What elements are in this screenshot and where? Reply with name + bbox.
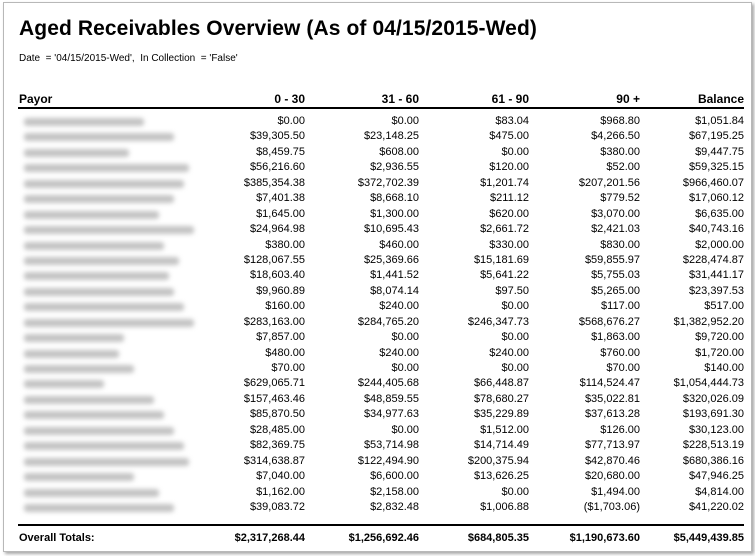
cell-31-60: $2,936.55	[370, 161, 419, 174]
report-filter-text: Date = '04/15/2015-Wed', In Collection = 'False'	[19, 53, 238, 64]
cell-balance: $966,460.07	[682, 176, 744, 189]
cell-0-30: $1,645.00	[256, 207, 305, 220]
cell-90-plus: $5,265.00	[591, 284, 640, 297]
cell-90-plus: $830.00	[600, 238, 640, 251]
table-row	[18, 176, 744, 191]
cell-90-plus: $568,676.27	[578, 315, 640, 328]
cell-0-30: $85,870.50	[249, 408, 305, 421]
cell-0-30: $82,369.75	[249, 439, 305, 452]
cell-balance: $1,051.84	[695, 115, 744, 127]
totals-row	[18, 524, 744, 546]
redacted-payor-name	[24, 504, 174, 512]
table-header	[18, 92, 744, 109]
redacted-payor-name	[24, 365, 134, 373]
cell-61-90: $0.00	[501, 485, 529, 498]
table-row	[18, 222, 744, 237]
cell-90-plus: $70.00	[606, 362, 640, 374]
cell-balance: $59,325.15	[688, 161, 744, 174]
table-row	[18, 346, 744, 361]
cell-balance: $40,743.16	[688, 223, 744, 236]
cell-balance: $2,000.00	[695, 238, 744, 251]
table-row	[18, 423, 744, 438]
redacted-payor-name	[24, 350, 119, 358]
table-row	[18, 485, 744, 500]
table-row	[18, 268, 744, 283]
total-90-plus: $1,190,673.60	[569, 532, 640, 544]
column-header-31-60: 31 - 60	[381, 92, 419, 106]
redacted-payor-name	[24, 334, 124, 342]
cell-balance: $228,474.87	[682, 253, 744, 266]
cell-90-plus: $1,863.00	[591, 331, 640, 344]
cell-balance: $517.00	[704, 300, 744, 313]
cell-61-90: $475.00	[489, 130, 529, 143]
column-header-payor: Payor	[19, 92, 53, 106]
cell-61-90: $211.12	[490, 192, 529, 205]
cell-31-60: $8,668.10	[370, 192, 419, 205]
cell-90-plus: $35,022.81	[584, 392, 640, 405]
cell-0-30: $629,065.71	[243, 377, 305, 390]
cell-0-30: $9,960.89	[256, 284, 305, 297]
cell-0-30: $283,163.00	[243, 315, 305, 328]
cell-61-90: $13,626.25	[473, 470, 529, 483]
cell-31-60: $53,714.98	[363, 439, 419, 452]
cell-31-60: $8,074.14	[370, 284, 419, 297]
cell-0-30: $7,040.00	[256, 470, 305, 483]
cell-90-plus: $4,266.50	[591, 130, 640, 143]
cell-31-60: $34,977.63	[363, 408, 419, 421]
cell-31-60: $240.00	[379, 300, 419, 313]
table-row	[18, 191, 744, 206]
cell-61-90: $35,229.89	[473, 408, 529, 421]
redacted-payor-name	[24, 180, 184, 188]
cell-61-90: $0.00	[501, 331, 529, 344]
table-row	[18, 407, 744, 422]
table-row	[18, 454, 744, 469]
cell-61-90: $200,375.94	[467, 454, 529, 467]
cell-90-plus: $52.00	[606, 161, 640, 174]
redacted-payor-name	[24, 226, 194, 234]
cell-balance: $23,397.53	[688, 284, 744, 297]
cell-0-30: $56,216.60	[249, 161, 305, 174]
cell-0-30: $1,162.00	[256, 485, 305, 498]
cell-0-30: $39,305.50	[249, 130, 305, 143]
cell-31-60: $25,369.66	[363, 253, 419, 266]
cell-balance: $4,814.00	[695, 485, 744, 498]
cell-31-60: $0.00	[391, 423, 419, 436]
cell-61-90: $66,448.87	[473, 377, 529, 390]
cell-balance: $6,635.00	[695, 207, 744, 220]
redacted-payor-name	[24, 319, 194, 327]
cell-90-plus: $126.00	[600, 423, 640, 436]
cell-31-60: $0.00	[391, 331, 419, 344]
redacted-payor-name	[24, 118, 144, 126]
cell-balance: $1,382,952.20	[673, 315, 744, 328]
cell-balance: $30,123.00	[688, 423, 744, 436]
cell-31-60: $6,600.00	[370, 470, 419, 483]
redacted-payor-name	[24, 288, 174, 296]
cell-0-30: $160.00	[265, 300, 305, 313]
cell-90-plus: $42,870.46	[584, 454, 640, 467]
column-header-balance: Balance	[697, 92, 744, 106]
table-row	[18, 438, 744, 453]
cell-balance: $193,691.30	[682, 408, 744, 421]
cell-31-60: $23,148.25	[363, 130, 419, 143]
redacted-payor-name	[24, 442, 184, 450]
redacted-payor-name	[24, 242, 164, 250]
redacted-payor-name	[24, 380, 104, 388]
cell-90-plus: $5,755.03	[591, 269, 640, 282]
table-row	[18, 500, 744, 515]
cell-90-plus: $77,713.97	[584, 439, 640, 452]
redacted-payor-name	[24, 473, 134, 481]
redacted-payor-name	[24, 272, 169, 280]
cell-90-plus: $59,855.97	[584, 253, 640, 266]
table-row	[18, 284, 744, 299]
cell-90-plus: $117.00	[601, 300, 640, 313]
cell-61-90: $97.50	[495, 284, 529, 297]
cell-61-90: $0.00	[501, 300, 529, 313]
report-page	[3, 2, 752, 552]
redacted-payor-name	[24, 133, 174, 141]
receivables-table-body	[18, 114, 744, 515]
column-header-90-plus: 90 +	[616, 92, 640, 106]
cell-31-60: $244,405.68	[357, 377, 419, 390]
cell-balance: $228,513.19	[682, 439, 744, 452]
redacted-payor-name	[24, 164, 189, 172]
cell-0-30: $128,067.55	[243, 253, 305, 266]
column-header-0-30: 0 - 30	[274, 92, 305, 106]
cell-31-60: $460.00	[379, 238, 419, 251]
cell-31-60: $284,765.20	[357, 315, 419, 328]
cell-61-90: $78,680.27	[473, 392, 529, 405]
cell-0-30: $0.00	[277, 115, 305, 127]
cell-31-60: $0.00	[391, 115, 419, 127]
cell-61-90: $14,714.49	[473, 439, 529, 452]
redacted-payor-name	[24, 458, 189, 466]
cell-90-plus: ($1,703.06)	[583, 500, 640, 513]
cell-90-plus: $207,201.56	[578, 176, 640, 189]
cell-balance: $17,060.12	[688, 192, 744, 205]
cell-balance: $47,946.25	[688, 470, 744, 483]
cell-0-30: $380.00	[265, 238, 305, 251]
cell-31-60: $1,300.00	[370, 207, 419, 220]
table-row	[18, 361, 744, 376]
cell-31-60: $2,158.00	[370, 485, 419, 498]
total-0-30: $2,317,268.44	[234, 532, 305, 544]
cell-balance: $1,720.00	[695, 346, 744, 359]
cell-0-30: $39,083.72	[249, 500, 305, 513]
total-balance: $5,449,439.85	[673, 532, 744, 544]
cell-31-60: $240.00	[379, 346, 419, 359]
total-61-90: $684,805.35	[467, 532, 529, 544]
cell-61-90: $2,661.72	[480, 223, 529, 236]
cell-balance: $320,026.09	[682, 392, 744, 405]
cell-61-90: $120.00	[489, 161, 529, 174]
cell-90-plus: $3,070.00	[591, 207, 640, 220]
table-row	[18, 392, 744, 407]
cell-balance: $67,195.25	[688, 130, 744, 143]
redacted-payor-name	[24, 257, 179, 265]
table-row	[18, 376, 744, 391]
redacted-payor-name	[24, 195, 174, 203]
cell-61-90: $330.00	[489, 238, 529, 251]
cell-31-60: $122,494.90	[357, 454, 419, 467]
redacted-payor-name	[24, 303, 184, 311]
table-row	[18, 207, 744, 222]
cell-61-90: $1,201.74	[480, 176, 529, 189]
total-31-60: $1,256,692.46	[348, 532, 419, 544]
cell-0-30: $18,603.40	[249, 269, 305, 282]
redacted-payor-name	[24, 396, 154, 404]
cell-0-30: $314,638.87	[243, 454, 305, 467]
table-row	[18, 299, 744, 314]
cell-balance: $9,447.75	[695, 145, 744, 158]
cell-balance: $680,386.16	[682, 454, 744, 467]
column-header-61-90: 61 - 90	[491, 92, 529, 106]
cell-90-plus: $779.52	[600, 192, 640, 205]
cell-61-90: $0.00	[501, 145, 529, 158]
table-row	[18, 114, 744, 129]
cell-balance: $140.00	[704, 362, 744, 374]
cell-61-90: $246,347.73	[467, 315, 529, 328]
table-row	[18, 315, 744, 330]
table-row	[18, 469, 744, 484]
cell-61-90: $240.00	[489, 346, 529, 359]
cell-90-plus: $380.00	[600, 145, 640, 158]
cell-0-30: $8,459.75	[256, 145, 305, 158]
cell-31-60: $2,832.48	[370, 500, 419, 513]
cell-61-90: $5,641.22	[480, 269, 529, 282]
cell-61-90: $83.04	[495, 115, 529, 127]
cell-61-90: $1,006.88	[480, 500, 529, 513]
cell-0-30: $28,485.00	[249, 423, 305, 436]
cell-90-plus: $1,494.00	[591, 485, 640, 498]
cell-90-plus: $37,613.28	[584, 408, 640, 421]
redacted-payor-name	[24, 489, 159, 497]
cell-31-60: $48,859.55	[363, 392, 419, 405]
cell-0-30: $157,463.46	[243, 392, 305, 405]
cell-31-60: $608.00	[379, 145, 419, 158]
cell-balance: $31,441.17	[688, 269, 744, 282]
cell-0-30: $70.00	[271, 362, 305, 374]
cell-0-30: $7,857.00	[256, 331, 305, 344]
cell-90-plus: $20,680.00	[584, 470, 640, 483]
report-title: Aged Receivables Overview (As of 04/15/2015-Wed)	[19, 17, 537, 40]
table-row	[18, 238, 744, 253]
cell-31-60: $1,441.52	[370, 269, 419, 282]
table-row	[18, 253, 744, 268]
redacted-payor-name	[24, 411, 164, 419]
cell-61-90: $15,181.69	[473, 253, 529, 266]
cell-0-30: $7,401.38	[256, 192, 305, 205]
cell-31-60: $372,702.39	[357, 176, 419, 189]
cell-90-plus: $2,421.03	[591, 223, 640, 236]
cell-balance: $41,220.02	[688, 500, 744, 513]
cell-31-60: $0.00	[391, 362, 419, 374]
table-row	[18, 330, 744, 345]
cell-61-90: $620.00	[489, 207, 529, 220]
redacted-payor-name	[24, 211, 159, 219]
redacted-payor-name	[24, 149, 129, 157]
table-row	[18, 160, 744, 175]
cell-balance: $9,720.00	[695, 331, 744, 344]
cell-balance: $1,054,444.73	[673, 377, 744, 390]
table-row	[18, 129, 744, 144]
cell-0-30: $24,964.98	[249, 223, 305, 236]
cell-31-60: $10,695.43	[363, 223, 419, 236]
cell-61-90: $1,512.00	[480, 423, 529, 436]
redacted-payor-name	[24, 427, 174, 435]
totals-label: Overall Totals:	[19, 532, 95, 544]
cell-90-plus: $760.00	[600, 346, 640, 359]
cell-90-plus: $114,524.47	[579, 377, 640, 390]
table-row	[18, 145, 744, 160]
cell-0-30: $480.00	[265, 346, 305, 359]
cell-61-90: $0.00	[501, 362, 529, 374]
cell-0-30: $385,354.38	[243, 176, 305, 189]
cell-90-plus: $968.80	[600, 115, 640, 127]
